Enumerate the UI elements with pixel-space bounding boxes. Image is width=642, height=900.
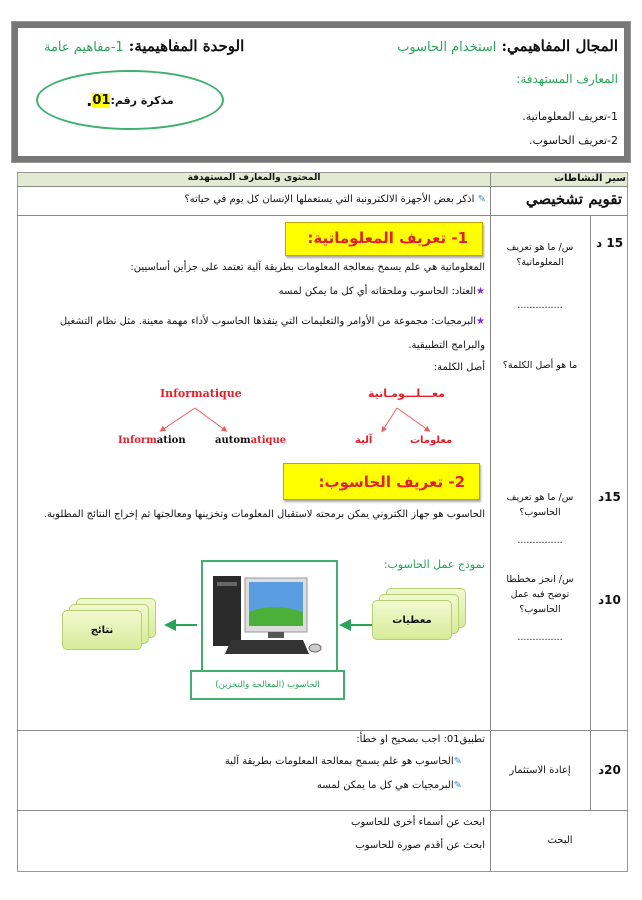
memo-number: 01 [92,92,111,108]
question-3: س/ ما هو تعريف الحاسوب؟ [506,492,574,518]
diagnostic-label: تقويم تشخيصي [525,190,622,208]
research-label: البحث [547,835,573,846]
memo-label: مذكرة رقم: [110,93,174,107]
word-ar-automatic: آلية [355,435,373,446]
time-3: 10د [598,593,621,607]
star-icon: ★ [476,286,485,297]
computer-caption: الحاسوب (المعالجة والتخزين) [190,670,345,700]
word-ar-information: معلومات [410,435,453,446]
input-box: معطيات [372,588,467,638]
word-fr: Informatique [160,387,242,400]
section2-title: 2- تعريف الحاسوب: [283,463,480,500]
diagnostic-question-text: اذكر بعض الأجهزة الالكترونية التي يستعملها الإنسان كل يوم في حياته؟ [184,194,475,205]
research-item: ابحث عن أقدم صورة للحاسوب [355,840,485,851]
memo-dot: . [86,90,93,110]
pin-icon: ✎ [453,780,462,791]
section1-definition: المعلوماتية هي علم يسمح بمعالجة المعلومات بطريقة آلية تعتمد على جزأين أساسيين: [130,262,485,273]
target-item: 2-تعريف الحاسوب. [529,134,618,147]
unit-label: الوحدة المفاهيمية: [128,37,245,55]
unit-value: 1-مفاهيم عامة [44,40,124,55]
field-label: المجال المفاهيمي: [501,37,618,55]
section1-title: 1- تعريف المعلوماتية: [285,222,483,256]
question-1: س/ ما هو تعريف المعلوماتية؟ [506,242,574,268]
question-2: ما هو أصل الكلمة؟ [502,360,578,371]
time-2: 15د [598,490,621,504]
reinvest-label: إعادة الاستثمار [509,765,571,776]
computer-box [201,560,338,672]
model-label: نموذج عمل الحاسوب: [383,558,485,571]
col-content-header: المحتوى والمعارف المستهدفة [187,173,321,183]
word-fr-information: Information [118,435,186,446]
pin-icon: ✎ [477,194,486,205]
application-item: ✎البرمجيات هي كل ما يمكن لمسه [316,780,462,791]
word-ar: معـــلـــومـاتية [368,387,445,400]
research-item: ابحث عن أسماء أخرى للحاسوب [351,817,485,828]
section2-definition: الحاسوب هو جهاز الكتروني يمكن برمجته لاستقبال المعلومات وتخزينها ومعالجتها ثم إخراج النتائج المطلوبة. [43,509,485,520]
targets-label: المعارف المستهدفة: [516,72,618,86]
target-item: 1-تعريف المعلوماتية. [522,110,618,123]
pin-icon: ✎ [453,756,462,767]
computer-icon [203,562,336,670]
software-text: البرمجيات: مجموعة من الأوامر والتعليمات التي ينفذها الحاسوب لأداء مهمة معينة. مثل نظام التشغيل والبرامج التطبيقية. [59,316,485,351]
output-box: نتائج [62,598,157,648]
dashes: ............... [517,632,563,643]
application-item: ✎الحاسوب هو علم يسمح بمعالجة المعلومات بطريقة آلية [224,756,462,767]
hardware-text: العتاد: الحاسوب وملحقاته أي كل ما يمكن لمسه [278,286,477,297]
time-1: 15 د [596,236,624,250]
origin-label: أصل الكلمة: [433,362,485,373]
dashes: ............... [517,300,563,311]
question-4: س/ انجز مخططا توضح فيه عمل الحاسوب؟ [506,574,574,615]
field-value: استخدام الحاسوب [397,40,497,55]
application-title: تطبيق01: اجب بصحيح او خطأ: [356,734,485,745]
time-4: 20د [598,763,621,777]
word-fr-automatique: automatique [215,435,287,446]
star-icon: ★ [476,316,485,327]
dashes: ............... [517,535,563,546]
col-activities-header: سير النشاطات [553,173,626,184]
